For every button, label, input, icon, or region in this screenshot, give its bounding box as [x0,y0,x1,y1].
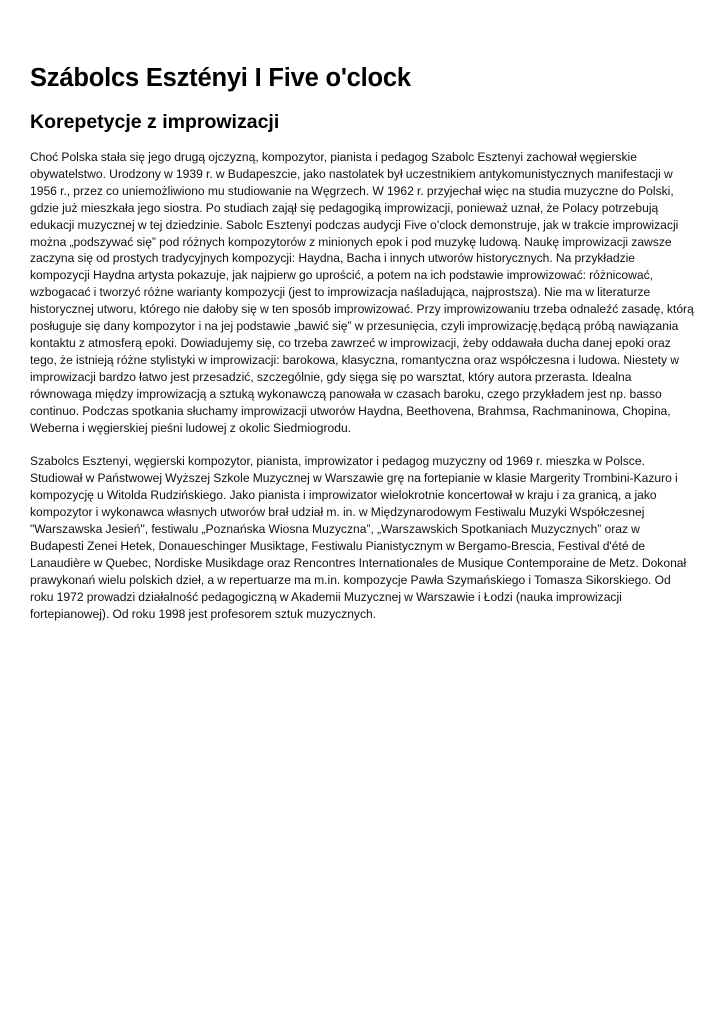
body-paragraph-2: Szabolcs Esztenyi, węgierski kompozytor, pianista, improwizator i pedagog muzyczny od 1969 r. mieszka w Polsce. Studiował w Państwowej Wyższej Szkole Muzycznej w Warszawie grę na fortepianie w klasie Margerity Trombini-Kazuro i kompozycję u Witolda Rudzińskiego. Jako pianista i improwizator wielokrotnie koncertował w kraju i za granicą, a jako kompozytor i wykonawca własnych utworów brał udział m. in. w Międzynarodowym Festiwalu Muzyki Współczesnej "Warszawska Jesień", festiwalu „Poznańska Wiosna Muzyczna”, „Warszawskich Spotkaniach Muzycznych” oraz w Budapesti Zenei Hetek, Donaueschinger Musiktage, Festiwalu Pianistycznym w Bergamo-Brescia, Festival d'été de Lanaudière w Quebec, Nordiske Musikdage oraz Rencontres Internationales de Musique Contemporaine de Metz. Dokonał prawykonań wielu polskich dzieł, a w repertuarze ma m.in. kompozycje Pawła Szymańskiego i Tomasza Sikorskiego. Od roku 1972 prowadzi działalność pedagogiczną w Akademii Muzycznej w Warszawie i Łodzi (nauka improwizacji fortepianowej). Od roku 1998 jest profesorem sztuk muzycznych. [30,454,687,621]
document-subtitle: Korepetycje z improwizacji [30,111,280,133]
document-title: Szábolcs Esztényi I Five o'clock [30,64,411,92]
body-paragraph-1: Choć Polska stała się jego drugą ojczyzną, kompozytor, pianista i pedagog Szabolc Esztenyi zachował węgierskie obywatelstwo. Urodzony w 1939 r. w Budapeszcie, jako nastolatek był uczestnikiem antykomunistycznych manifestacji w 1956 r., przez co uniemożliwiono mu studiowanie na Węgrzech. W 1962 r. przyjechał więc na studia muzyczne do Polski, gdzie już mieszkała jego siostra. Po studiach zajął się pedagogiką improwizacji, ponieważ uznał, że Polacy potrzebują edukacji muzycznej w tej dziedzinie. Sabolc Esztenyi podczas audycji Five o’clock demonstruje, jak w trakcie improwizacji można „podszywać się” pod różnych kompozytorów z minionych epok i pod muzykę ludową. Naukę improwizacji zawsze zaczyna się od prostych tradycyjnych kompozycji: Haydna, Bacha i innych utworów historycznych. Na przykładzie kompozycji Haydna artysta pokazuje, jak najpierw go uprościć, a potem na ich podstawie improwizować: różnicować, wzbogacać i tworzyć różne warianty kompozycji (jest to improwizacja naśladująca, najprostsza). Nie ma w literaturze historycznej utworu, którego nie dałoby się w ten sposób improwizować. Przy improwizowaniu trzeba odnaleźć zasadę, którą posługuje się dany kompozytor i na jej podstawie „bawić się” w przesunięcia, czyli improwizację,będącą próbą nawiązania kontaktu z atmosferą epoki. Dowiadujemy się, co trzeba zawrzeć w improwizacji, żeby oddawała ducha danej epoki oraz tego, że istnieją różne stylistyki w improwizacji: barokowa, klasyczna, romantyczna oraz współczesna i ludowa. Niestety w improwizacji bardzo łatwo jest przesadzić, szczególnie, gdy sięga się po warsztat, który autora przerasta. Idealna równowaga między improwizacją a sztuką wykonawczą panowała w czasach baroku, czego przykładem jest np. basso continuo. Podczas spotkania słuchamy improwizacji utworów Haydna, Beethovena, Brahmsa, Rachmaninowa, Chopina, Weberna i węgierskiej pieśni ludowej z okolic Siedmiogrodu. [30,150,694,435]
